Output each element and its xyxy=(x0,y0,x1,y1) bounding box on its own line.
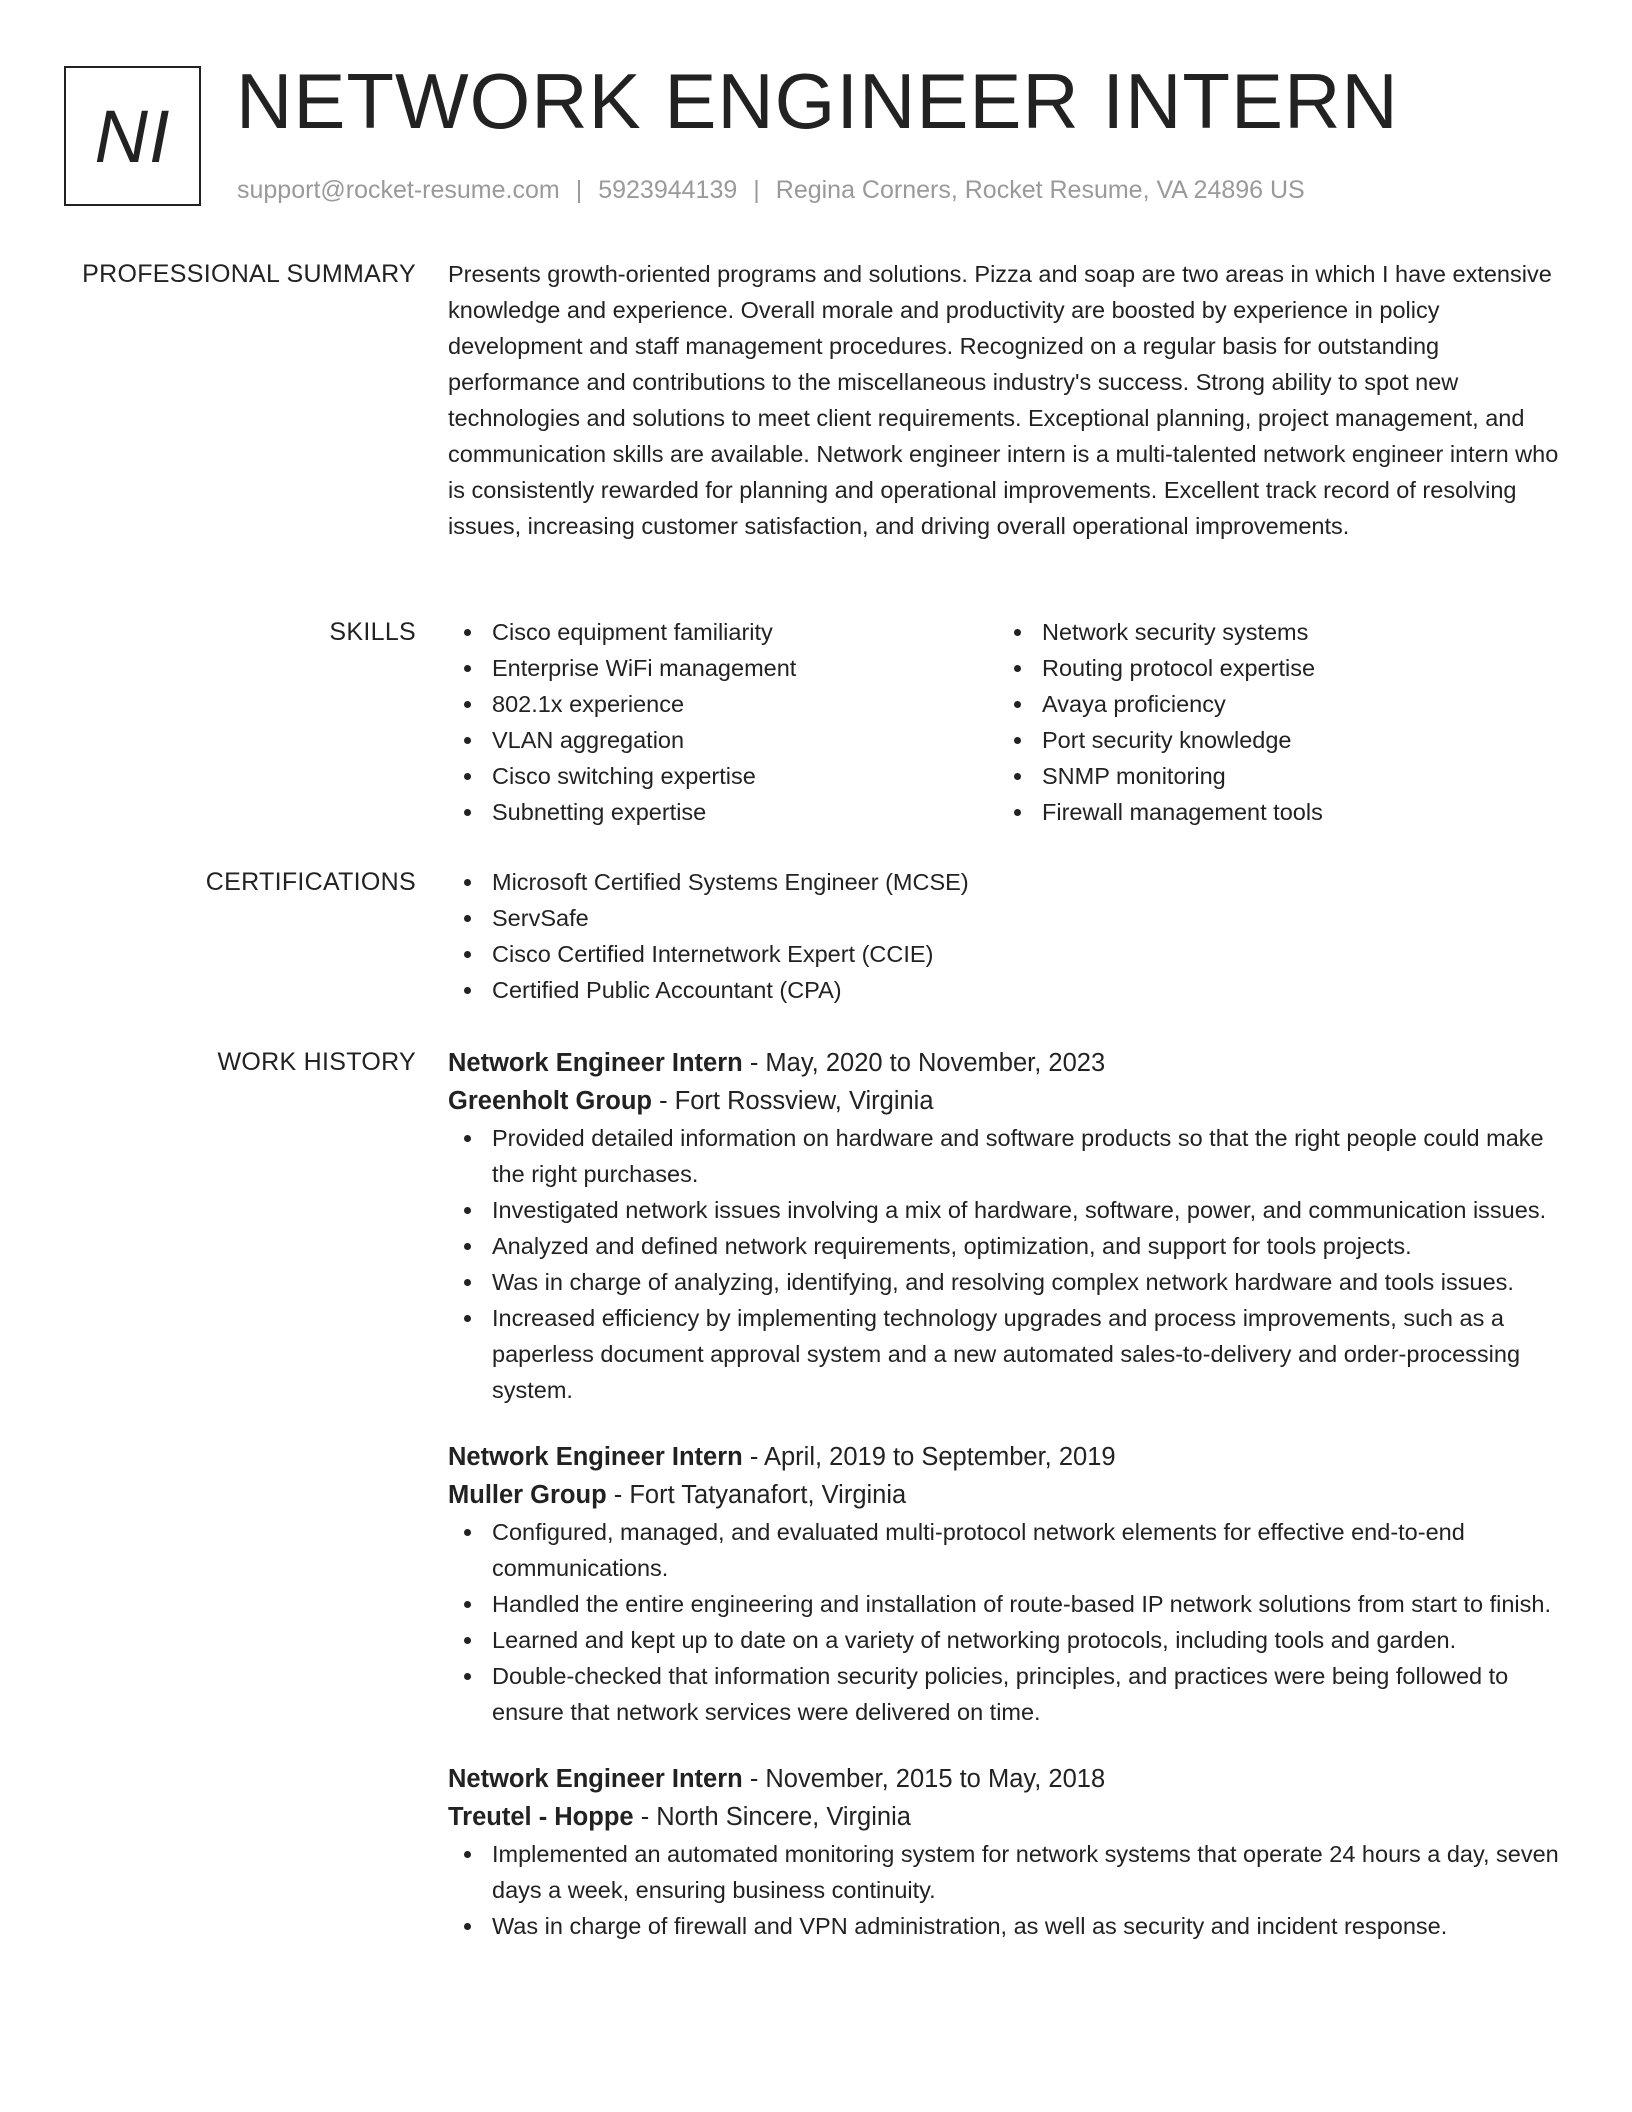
certifications-body xyxy=(448,864,1568,1008)
job-location: - Fort Rossview, Virginia xyxy=(652,1087,934,1115)
job-dates: - November, 2015 to May, 2018 xyxy=(742,1765,1106,1793)
list-item: Implemented an automated monitoring system for network systems that operate 24 hours a day, seven days a week, ensuring business continuity. xyxy=(492,1836,1568,1908)
list-item: Double-checked that information security policies, principles, and practices were being followed to ensure that network services were delivered on time. xyxy=(492,1658,1568,1730)
list-item: Cisco equipment familiarity xyxy=(492,614,998,650)
skills-column-left xyxy=(448,614,998,830)
summary-text: Presents growth-oriented programs and solutions. Pizza and soap are two areas in which I have extensive knowledge and experience. Overall morale and productivity are boosted by experience in policy development and staff management procedures. Recognized on a regular basis for outstanding performance and contributions to the miscellaneous industry's success. Strong ability to spot new technologies and solutions to meet client requirements. Exceptional planning, project management, and communication skills are available. Network engineer intern is a multi-talented network engineer intern who is consistently rewarded for planning and operational improvements. Excellent track record of resolving issues, increasing customer satisfaction, and driving overall operational improvements. xyxy=(448,261,1559,539)
job-bullets xyxy=(448,1514,1568,1730)
section-title-skills: SKILLS xyxy=(329,618,416,646)
list-item: Provided detailed information on hardware and software products so that the right people could make the right purchases. xyxy=(492,1120,1568,1192)
list-item: Network security systems xyxy=(1042,614,1548,650)
job-location: - North Sincere, Virginia xyxy=(633,1803,911,1831)
monogram-badge: NI xyxy=(64,66,201,206)
skills-body xyxy=(448,614,1568,830)
job-role: Network Engineer Intern xyxy=(448,1765,743,1793)
section-title-work-history: WORK HISTORY xyxy=(217,1048,416,1076)
list-item: Port security knowledge xyxy=(1042,722,1548,758)
contact-separator: | xyxy=(575,176,583,204)
section-title-summary: PROFESSIONAL SUMMARY xyxy=(82,260,416,288)
contact-separator: | xyxy=(753,176,760,204)
list-item: Configured, managed, and evaluated multi-protocol network elements for effective end-to-end communications. xyxy=(492,1514,1568,1586)
job-company: Treutel - Hoppe xyxy=(448,1803,634,1831)
list-item: Handled the entire engineering and installation of route-based IP network solutions from start to finish. xyxy=(492,1586,1568,1622)
skills-list-left xyxy=(448,614,998,830)
list-item: 802.1x experience xyxy=(492,686,998,722)
list-item: Routing protocol expertise xyxy=(1042,650,1548,686)
list-item: Avaya proficiency xyxy=(1042,686,1548,722)
job-entry xyxy=(448,1438,1568,1730)
skills-list-right xyxy=(998,614,1548,830)
list-item: Cisco switching expertise xyxy=(492,758,998,794)
job-entry xyxy=(448,1044,1568,1408)
job-company-line xyxy=(448,1476,1568,1514)
job-bullets xyxy=(448,1836,1568,1944)
list-item: Subnetting expertise xyxy=(492,794,998,830)
list-item: Analyzed and defined network requirements, optimization, and support for tools projects. xyxy=(492,1228,1568,1264)
job-company: Greenholt Group xyxy=(448,1087,652,1115)
contact-phone: 5923944139 xyxy=(598,176,738,204)
job-bullets xyxy=(448,1120,1568,1408)
contact-line xyxy=(237,172,1305,208)
job-company-line xyxy=(448,1798,1568,1836)
list-item: Was in charge of analyzing, identifying, and resolving complex network hardware and tools issues. xyxy=(492,1264,1568,1300)
list-item: Cisco Certified Internetwork Expert (CCIE) xyxy=(492,936,1568,972)
job-entry xyxy=(448,1760,1568,1944)
list-item: ServSafe xyxy=(492,900,1568,936)
list-item: Learned and kept up to date on a variety of networking protocols, including tools and garden. xyxy=(492,1622,1568,1658)
job-dates: - May, 2020 to November, 2023 xyxy=(742,1049,1106,1077)
list-item: Increased efficiency by implementing technology upgrades and process improvements, such as a paperless document approval system and a new automated sales-to-delivery and order-processing system. xyxy=(492,1300,1568,1408)
contact-email: support@rocket-resume.com xyxy=(237,176,560,204)
page-title: NETWORK ENGINEER INTERN xyxy=(236,57,1399,145)
list-item: Enterprise WiFi management xyxy=(492,650,998,686)
skills-column-right xyxy=(998,614,1548,830)
job-dates: - April, 2019 to September, 2019 xyxy=(742,1443,1116,1471)
section-title-certifications: CERTIFICATIONS xyxy=(205,868,416,896)
list-item: VLAN aggregation xyxy=(492,722,998,758)
job-role: Network Engineer Intern xyxy=(448,1443,743,1471)
job-location: - Fort Tatyanafort, Virginia xyxy=(606,1481,907,1509)
work-history-body xyxy=(448,1044,1568,1944)
list-item: Certified Public Accountant (CPA) xyxy=(492,972,1568,1008)
list-item: SNMP monitoring xyxy=(1042,758,1548,794)
job-title-line xyxy=(448,1044,1568,1082)
list-item: Firewall management tools xyxy=(1042,794,1548,830)
list-item: Investigated network issues involving a mix of hardware, software, power, and communication issues. xyxy=(492,1192,1568,1228)
job-company-line xyxy=(448,1082,1568,1120)
job-role: Network Engineer Intern xyxy=(448,1049,743,1077)
skills-grid xyxy=(448,614,1568,830)
job-title-line xyxy=(448,1438,1568,1476)
contact-address: Regina Corners, Rocket Resume, VA 24896 US xyxy=(775,176,1305,204)
certifications-list xyxy=(448,864,1568,1008)
job-company: Muller Group xyxy=(448,1481,607,1509)
list-item: Microsoft Certified Systems Engineer (MCSE) xyxy=(492,864,1568,900)
job-title-line xyxy=(448,1760,1568,1798)
list-item: Was in charge of firewall and VPN administration, as well as security and incident response. xyxy=(492,1908,1568,1944)
